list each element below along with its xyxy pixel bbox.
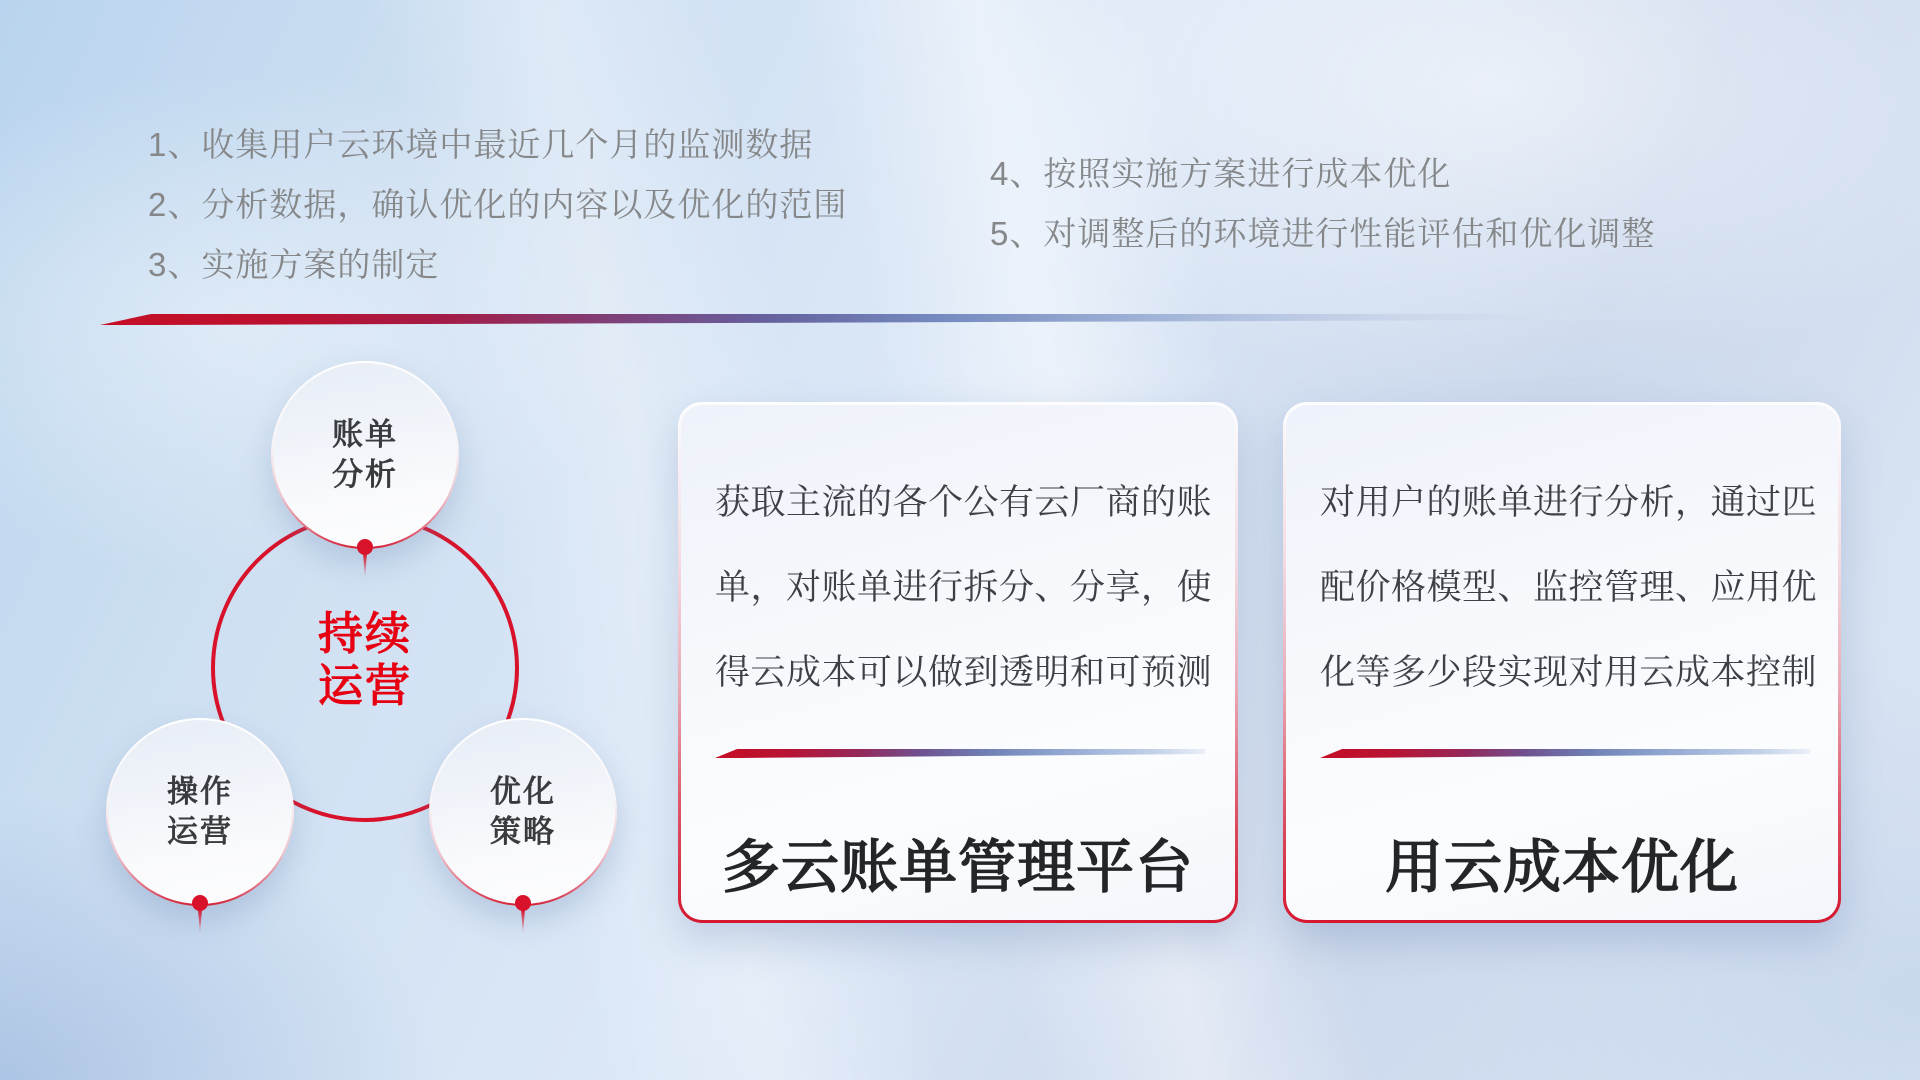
card-body-line: 配价格模型、监控管理、应用优 [1320,568,1818,607]
card-cost-optimization-face [1286,405,1838,920]
cycle-center-line2: 运营 [317,660,413,711]
cycle-center-label [318,608,412,712]
card-body-line: 对用户的账单进行分析，通过匹 [1320,483,1818,522]
step-item-2: 2、分析数据，确认优化的内容以及优化的范围 [148,186,848,223]
gradient-divider-card [715,749,1205,758]
gradient-divider-main [100,314,1690,325]
cycle-node-bill-analysis [271,361,459,549]
card-bill-platform-face [681,405,1235,920]
cycle-node-optimize-strategy-label [490,772,556,852]
card-cost-optimization-title: 用云成本优化 [1384,835,1739,900]
cycle-node-operation-face [108,720,292,904]
step-item-5: 5、对调整后的环境进行性能评估和优化调整 [990,215,1656,252]
process-steps-right [990,144,1655,264]
process-steps-left [148,115,847,295]
node-anchor-dot-top [357,539,373,555]
cycle-node-bill-analysis-face [273,363,457,547]
cycle-center-line1: 持续 [317,608,413,659]
cycle-node-operation-label [167,772,233,852]
node-label-line: 账单 [332,417,398,452]
node-label-line: 分析 [332,457,398,492]
node-label-line: 操作 [167,774,233,809]
node-anchor-stem-bottom-right [521,909,525,935]
gradient-divider-card [1320,749,1810,758]
card-bill-platform [678,402,1238,923]
node-anchor-dot-bottom-right [515,895,531,911]
node-label-line: 策略 [490,814,556,849]
step-item-4: 4、按照实施方案进行成本优化 [990,155,1452,192]
node-label-line: 运营 [167,814,233,849]
step-item-1: 1、收集用户云环境中最近几个月的监测数据 [148,126,814,163]
card-body-line: 获取主流的各个公有云厂商的账 [715,483,1213,522]
cycle-node-optimize-strategy-face [431,720,615,904]
node-anchor-dot-bottom-left [192,895,208,911]
card-body-line: 得云成本可以做到透明和可预测 [715,653,1213,692]
card-bill-platform-title: 多云账单管理平台 [721,835,1194,900]
card-cost-optimization-body [1320,460,1818,715]
cycle-node-bill-analysis-label [332,415,398,495]
step-item-3: 3、实施方案的制定 [148,246,440,283]
node-label-line: 优化 [490,774,556,809]
card-bill-platform-body [715,460,1213,715]
node-anchor-stem-bottom-left [198,909,202,935]
cycle-node-operation [106,718,294,906]
card-body-line: 单，对账单进行拆分、分享，使 [715,568,1213,607]
card-body-line: 化等多少段实现对用云成本控制 [1320,653,1818,692]
card-cost-optimization [1283,402,1841,923]
cycle-node-optimize-strategy [429,718,617,906]
